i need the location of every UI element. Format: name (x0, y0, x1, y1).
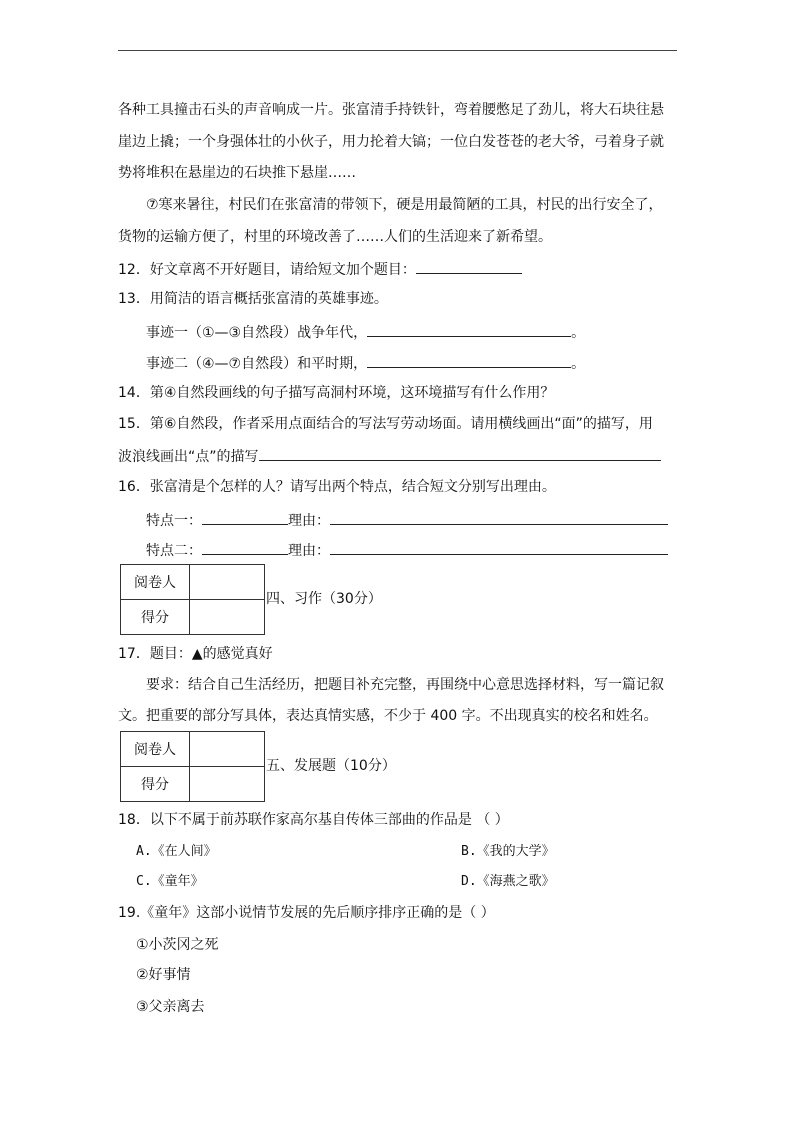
answer-blank-reason-2[interactable] (330, 540, 668, 555)
period: 。 (571, 325, 586, 341)
section-5-heading: 五、发展题（10分） (266, 758, 396, 774)
answer-blank-15[interactable] (259, 446, 661, 461)
reviewer-cell[interactable] (190, 732, 265, 767)
header-rule (118, 50, 677, 51)
score-label: 得分 (121, 767, 190, 802)
question-19-item-3: ③父亲离去 (136, 999, 205, 1015)
score-table-section-4 (120, 564, 265, 635)
score-cell[interactable] (190, 767, 265, 802)
question-19: 19.《童年》这部小说情节发展的先后顺序排序正确的是（ ） (118, 905, 495, 921)
score-label: 得分 (121, 600, 190, 635)
answer-blank-reason-1[interactable] (330, 510, 668, 525)
deed-1-label: 事迹一（①—③自然段）战争年代， (146, 325, 368, 341)
score-cell[interactable] (190, 600, 265, 635)
question-15-line-1: 15．第⑥自然段，作者采用点面结合的写法写劳动场面。请用横线画出“面”的描写，用 (118, 416, 653, 432)
question-17-title: 17．题目：▲的感觉真好 (118, 646, 273, 662)
reviewer-label: 阅卷人 (121, 732, 190, 767)
question-18: 18．以下不属于前苏联作家高尔基自传体三部曲的作品是 （ ） (118, 812, 509, 828)
trait-2-label: 特点二： (146, 543, 202, 559)
question-17-requirement-2: 文。把重要的部分写具体，表达真情实感，不少于 400 字。不出现真实的校名和姓名。 (118, 708, 658, 724)
reason-1-label: 理由： (288, 513, 330, 529)
question-15-line-2 (118, 446, 661, 466)
score-table-section-5 (120, 731, 265, 802)
passage-line-1: 各种工具撞击石头的声音响成一片。张富清手持铁针，弯着腰憋足了劲儿，将大石块往悬 (118, 102, 664, 118)
option-a[interactable]: A.《在人间》 (136, 844, 217, 859)
question-19-item-2: ②好事情 (136, 967, 191, 983)
question-16-trait-1 (146, 510, 668, 530)
answer-blank-13a[interactable] (367, 322, 571, 337)
period: 。 (571, 356, 586, 372)
option-b[interactable]: B.《我的大学》 (461, 844, 555, 859)
passage-line-5: 货物的运输方便了，村里的环境改善了……人们的生活迎来了新希望。 (118, 229, 552, 245)
trait-1-label: 特点一： (146, 513, 202, 529)
question-13-deed-2 (146, 353, 585, 373)
question-16: 16．张富清是个怎样的人？请写出两个特点，结合短文分别写出理由。 (118, 479, 556, 495)
reviewer-label: 阅卷人 (121, 565, 190, 600)
question-17-requirement-1: 要求：结合自己生活经历，把题目补充完整，再围绕中心意思选择材料，写一篇记叙 (146, 677, 664, 693)
question-19-item-1: ①小茨冈之死 (136, 937, 219, 953)
question-15-text: 波浪线画出“点”的描写 (118, 449, 259, 465)
section-4-heading: 四、习作（30分） (266, 591, 382, 607)
passage-line-4: ⑦寒来暑往，村民们在张富清的带领下，硬是用最简陋的工具，村民的出行安全了， (146, 197, 663, 213)
question-12-text: 12．好文章离不开好题目，请给短文加个题目： (118, 262, 416, 278)
reason-2-label: 理由： (288, 543, 330, 559)
answer-blank-trait-2[interactable] (202, 540, 288, 555)
passage-line-3: 势将堆积在悬崖边的石块推下悬崖…… (118, 165, 356, 181)
passage-line-2: 崖边上撬；一个身强体壮的小伙子，用力抡着大镐；一位白发苍苍的老大爷，弓着身子就 (118, 134, 664, 150)
question-12 (118, 259, 522, 279)
question-13-deed-1 (146, 322, 585, 342)
deed-2-label: 事迹二（④—⑦自然段）和平时期， (146, 356, 368, 372)
option-d[interactable]: D.《海燕之歌》 (461, 874, 555, 889)
answer-blank-13b[interactable] (367, 353, 571, 368)
question-16-trait-2 (146, 540, 668, 560)
question-13: 13．用简洁的语言概括张富清的英雄事迹。 (118, 291, 388, 307)
option-c[interactable]: C.《童年》 (136, 874, 204, 889)
reviewer-cell[interactable] (190, 565, 265, 600)
answer-blank-trait-1[interactable] (202, 510, 288, 525)
question-14: 14．第④自然段画线的句子描写高洞村环境，这环境描写有什么作用？ (118, 385, 555, 401)
answer-blank-12[interactable] (416, 259, 522, 274)
